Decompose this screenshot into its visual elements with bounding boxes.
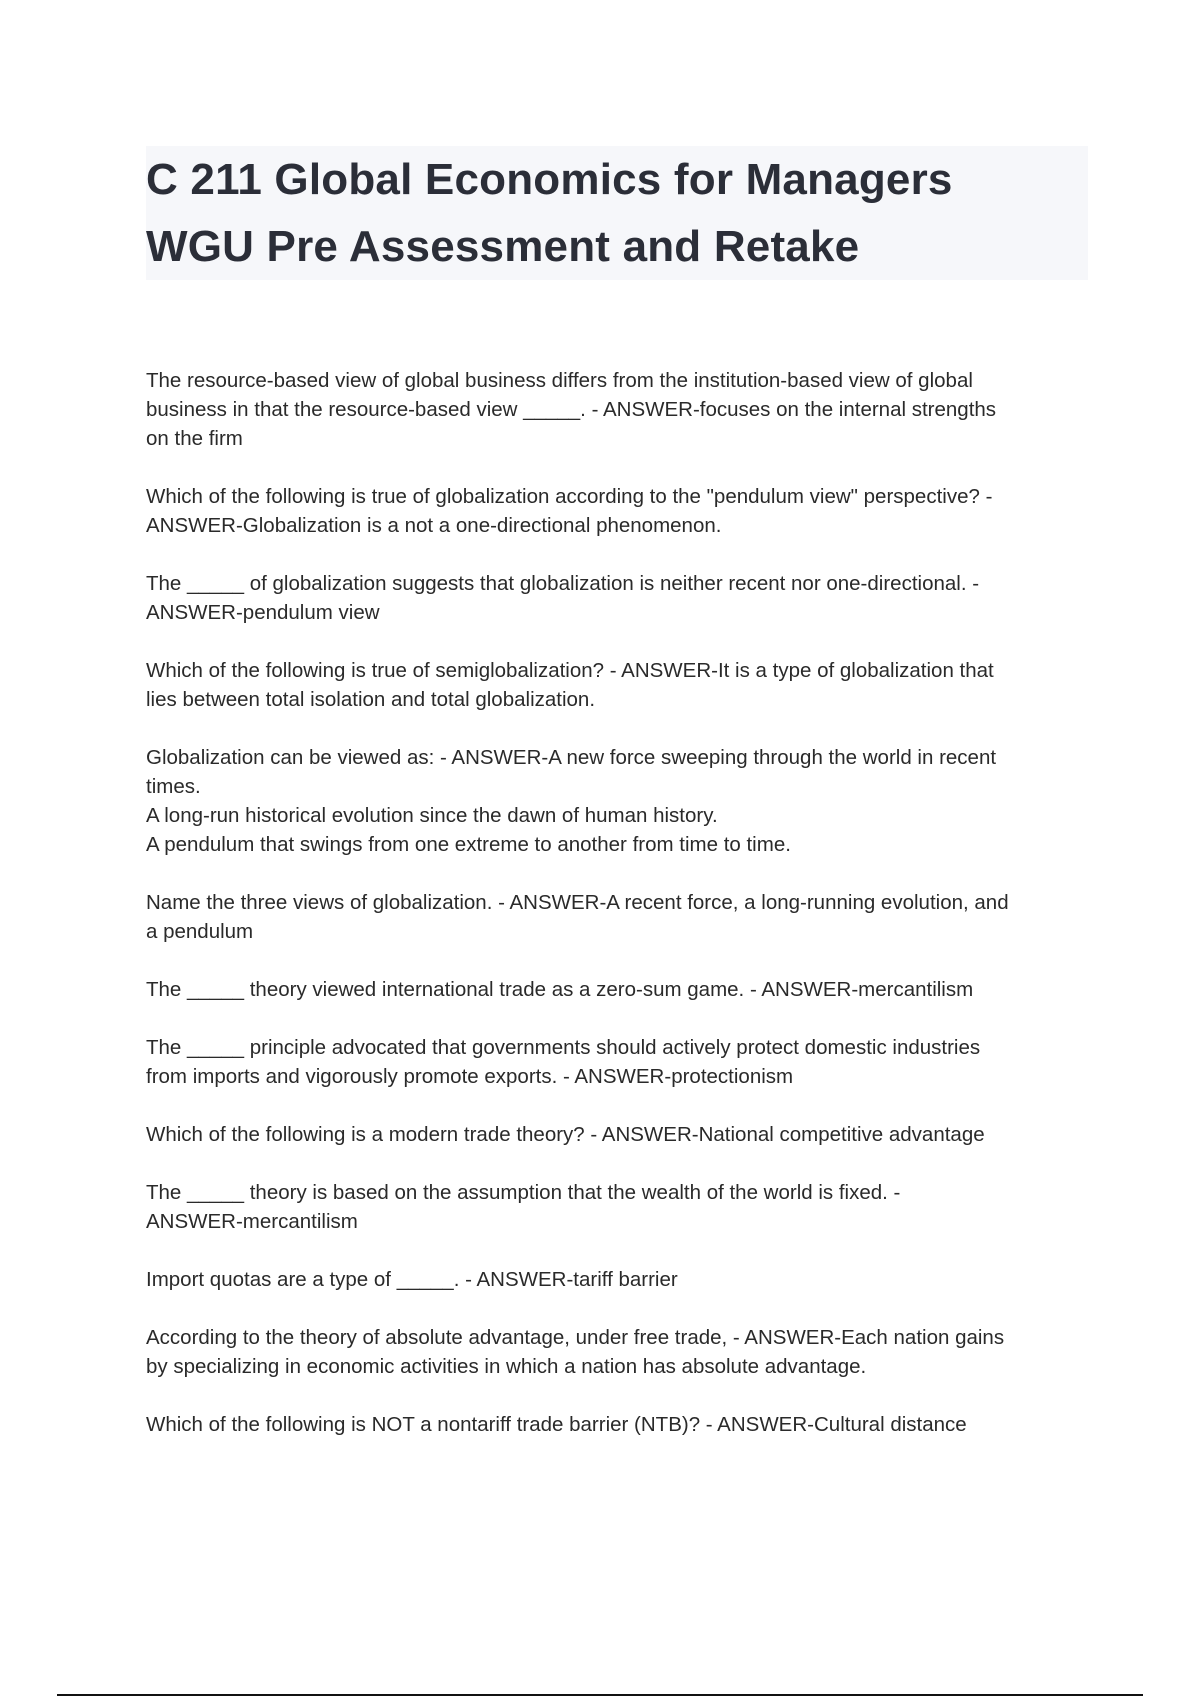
qa-item xyxy=(146,1033,1086,1091)
qa-text-line: Name the three views of globalization. - ANSWER-A recent force, a long-running evolution, and xyxy=(146,891,1009,914)
qa-text-line: A pendulum that swings from one extreme to another from time to time. xyxy=(146,833,791,856)
qa-item xyxy=(146,482,1086,540)
qa-list xyxy=(146,366,1086,1468)
document-title xyxy=(146,146,1088,280)
qa-text-line: on the firm xyxy=(146,427,243,450)
title-banner xyxy=(146,146,1088,280)
qa-text-line: lies between total isolation and total globalization. xyxy=(146,688,596,711)
qa-text-line: from imports and vigorously promote exports. - ANSWER-protectionism xyxy=(146,1065,794,1088)
qa-text-line: times. xyxy=(146,775,201,798)
qa-text-line: Import quotas are a type of _____. - ANSWER-tariff barrier xyxy=(146,1268,678,1291)
qa-text-line: by specializing in economic activities in which a nation has absolute advantage. xyxy=(146,1355,867,1378)
qa-text-line: The _____ theory is based on the assumption that the wealth of the world is fixed. - xyxy=(146,1181,901,1204)
qa-item xyxy=(146,975,1086,1004)
qa-item xyxy=(146,569,1086,627)
qa-text-line: The _____ theory viewed international trade as a zero-sum game. - ANSWER-mercantilism xyxy=(146,978,974,1001)
document-title-line: WGU Pre Assessment and Retake xyxy=(146,222,860,271)
qa-text-line: ANSWER-Globalization is a not a one-directional phenomenon. xyxy=(146,514,722,537)
qa-text-line: The resource-based view of global business differs from the institution-based view of global xyxy=(146,369,973,392)
qa-item xyxy=(146,1265,1086,1294)
qa-item xyxy=(146,1323,1086,1381)
qa-text-line: According to the theory of absolute advantage, under free trade, - ANSWER-Each nation gains xyxy=(146,1326,1005,1349)
footer-rule xyxy=(57,1694,1143,1696)
qa-item xyxy=(146,1120,1086,1149)
qa-item xyxy=(146,743,1086,859)
qa-text-line: Globalization can be viewed as: - ANSWER-A new force sweeping through the world in recent xyxy=(146,746,997,769)
qa-text-line: Which of the following is true of semiglobalization? - ANSWER-It is a type of globalization that xyxy=(146,659,994,682)
qa-text-line: Which of the following is a modern trade theory? - ANSWER-National competitive advantage xyxy=(146,1123,985,1146)
qa-text-line: Which of the following is true of globalization according to the "pendulum view" perspective? - xyxy=(146,485,993,508)
qa-text-line: Which of the following is NOT a nontariff trade barrier (NTB)? - ANSWER-Cultural distance xyxy=(146,1413,967,1436)
qa-item xyxy=(146,1178,1086,1236)
qa-text-line: ANSWER-pendulum view xyxy=(146,601,380,624)
qa-text-line: ANSWER-mercantilism xyxy=(146,1210,358,1233)
document-title-line: C 211 Global Economics for Managers xyxy=(146,155,953,204)
qa-item xyxy=(146,1410,1086,1439)
qa-text-line: A long-run historical evolution since the dawn of human history. xyxy=(146,804,718,827)
qa-text-line: The _____ of globalization suggests that globalization is neither recent nor one-directional. - xyxy=(146,572,980,595)
qa-item xyxy=(146,366,1086,453)
qa-text-line: The _____ principle advocated that governments should actively protect domestic industries xyxy=(146,1036,981,1059)
qa-item xyxy=(146,888,1086,946)
qa-text-line: business in that the resource-based view _____. - ANSWER-focuses on the internal strengths xyxy=(146,398,997,421)
qa-item xyxy=(146,656,1086,714)
qa-text-line: a pendulum xyxy=(146,920,254,943)
